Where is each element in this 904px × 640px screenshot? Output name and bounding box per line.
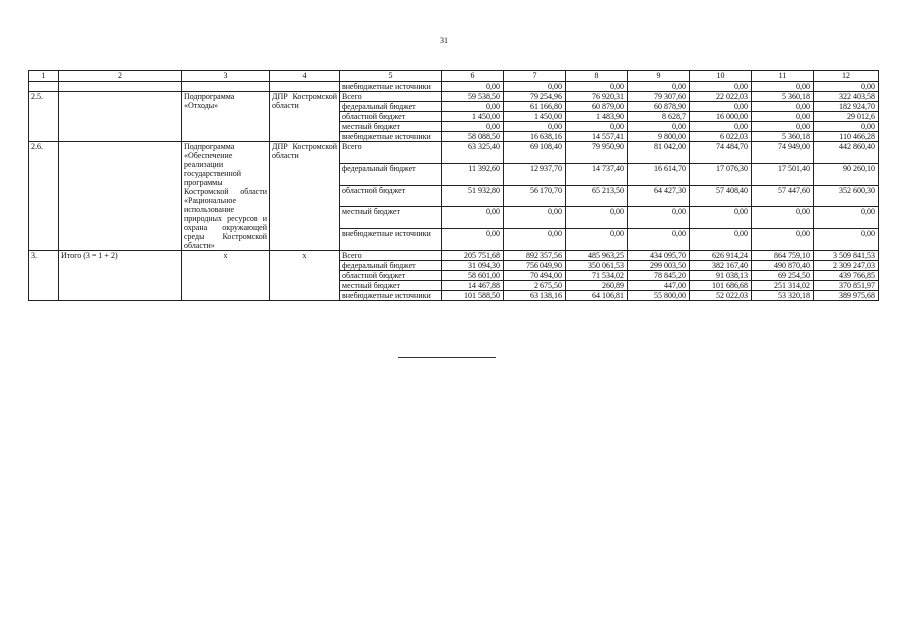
value-cell: 0,00	[628, 207, 690, 229]
value-cell: 442 860,40	[814, 142, 879, 164]
value-cell: 1 450,00	[442, 112, 504, 122]
value-cell: 69 108,40	[504, 142, 566, 164]
value-cell: 0,00	[690, 102, 752, 112]
value-cell: 55 800,00	[628, 291, 690, 301]
value-cell: 79 307,60	[628, 92, 690, 102]
value-cell: 31 094,30	[442, 261, 504, 271]
table-row	[29, 82, 879, 92]
row-number-cell: 2.5.	[29, 92, 59, 142]
funding-source-cell: Всего	[340, 92, 442, 102]
value-cell: 110 466,28	[814, 132, 879, 142]
value-cell: 182 924,70	[814, 102, 879, 112]
subprogram-name-cell: х	[182, 251, 270, 301]
column-header-9: 9	[628, 71, 690, 82]
row-title-cell: Итого (3 = 1 + 2)	[59, 251, 182, 301]
funding-source-cell: Всего	[340, 142, 442, 164]
value-cell: 51 932,80	[442, 185, 504, 207]
column-header-8: 8	[566, 71, 628, 82]
value-cell: 63 138,16	[504, 291, 566, 301]
value-cell: 76 920,31	[566, 92, 628, 102]
value-cell: 60 878,90	[628, 102, 690, 112]
value-cell: 626 914,24	[690, 251, 752, 261]
value-cell: 57 447,60	[752, 185, 814, 207]
funding-source-cell: местный бюджет	[340, 122, 442, 132]
funding-source-cell: внебюджетные источники	[340, 229, 442, 251]
value-cell: 5 360,18	[752, 132, 814, 142]
value-cell: 65 213,50	[566, 185, 628, 207]
value-cell: 3 509 841,53	[814, 251, 879, 261]
value-cell: 0,00	[442, 229, 504, 251]
value-cell: 0,00	[442, 122, 504, 132]
funding-source-cell: Всего	[340, 251, 442, 261]
value-cell: 756 049,90	[504, 261, 566, 271]
value-cell: 864 759,10	[752, 251, 814, 261]
value-cell: 0,00	[752, 122, 814, 132]
column-header-7: 7	[504, 71, 566, 82]
value-cell: 0,00	[442, 207, 504, 229]
value-cell: 0,00	[752, 229, 814, 251]
column-header-4: 4	[270, 71, 340, 82]
value-cell: 12 937,70	[504, 163, 566, 185]
value-cell: 69 254,50	[752, 271, 814, 281]
value-cell: 63 325,40	[442, 142, 504, 164]
value-cell: 17 501,40	[752, 163, 814, 185]
value-cell: 59 538,50	[442, 92, 504, 102]
table-row	[29, 92, 879, 102]
row-number-cell: 2.6.	[29, 142, 59, 251]
executor-cell: ДПР Костромской области	[270, 142, 340, 251]
row-number-cell: 3.	[29, 251, 59, 301]
funding-source-cell: федеральный бюджет	[340, 102, 442, 112]
column-header-3: 3	[182, 71, 270, 82]
value-cell: 0,00	[752, 207, 814, 229]
value-cell: 1 483,90	[566, 112, 628, 122]
column-header-12: 12	[814, 71, 879, 82]
value-cell: 57 408,40	[690, 185, 752, 207]
value-cell: 61 166,80	[504, 102, 566, 112]
value-cell: 17 076,30	[690, 163, 752, 185]
executor-cell: ДПР Костромской области	[270, 92, 340, 142]
funding-source-cell: внебюджетные источники	[340, 82, 442, 92]
value-cell: 350 061,53	[566, 261, 628, 271]
value-cell: 0,00	[814, 82, 879, 92]
value-cell: 205 751,68	[442, 251, 504, 261]
column-header-6: 6	[442, 71, 504, 82]
value-cell: 91 038,13	[690, 271, 752, 281]
value-cell: 0,00	[690, 122, 752, 132]
value-cell: 101 686,68	[690, 281, 752, 291]
empty-cell	[29, 82, 59, 92]
value-cell: 11 392,60	[442, 163, 504, 185]
funding-source-cell: федеральный бюджет	[340, 163, 442, 185]
value-cell: 64 427,30	[628, 185, 690, 207]
table-body	[29, 71, 879, 301]
value-cell: 58 088,50	[442, 132, 504, 142]
column-header-1: 1	[29, 71, 59, 82]
value-cell: 0,00	[504, 229, 566, 251]
value-cell: 58 601,00	[442, 271, 504, 281]
value-cell: 101 588,50	[442, 291, 504, 301]
empty-cell	[182, 82, 270, 92]
value-cell: 0,00	[504, 82, 566, 92]
value-cell: 29 012,6	[814, 112, 879, 122]
value-cell: 0,00	[442, 82, 504, 92]
funding-source-cell: областной бюджет	[340, 271, 442, 281]
value-cell: 382 167,40	[690, 261, 752, 271]
column-header-5: 5	[340, 71, 442, 82]
value-cell: 352 600,30	[814, 185, 879, 207]
value-cell: 1 450,00	[504, 112, 566, 122]
table-row	[29, 142, 879, 164]
row-title-cell	[59, 142, 182, 251]
value-cell: 14 737,40	[566, 163, 628, 185]
value-cell: 0,00	[628, 229, 690, 251]
value-cell: 439 766,85	[814, 271, 879, 281]
page-number: 31	[440, 36, 448, 45]
value-cell: 485 963,25	[566, 251, 628, 261]
value-cell: 0,00	[814, 122, 879, 132]
value-cell: 9 800,00	[628, 132, 690, 142]
value-cell: 434 095,70	[628, 251, 690, 261]
funding-source-cell: областной бюджет	[340, 112, 442, 122]
column-header-10: 10	[690, 71, 752, 82]
value-cell: 322 403,58	[814, 92, 879, 102]
funding-source-cell: внебюджетные источники	[340, 132, 442, 142]
value-cell: 52 022,03	[690, 291, 752, 301]
value-cell: 53 320,18	[752, 291, 814, 301]
value-cell: 0,00	[566, 122, 628, 132]
budget-table	[28, 70, 879, 301]
value-cell: 0,00	[814, 207, 879, 229]
value-cell: 79 950,90	[566, 142, 628, 164]
value-cell: 0,00	[504, 207, 566, 229]
value-cell: 0,00	[566, 229, 628, 251]
subprogram-name-cell: Подпрограмма «Отходы»	[182, 92, 270, 142]
value-cell: 56 170,70	[504, 185, 566, 207]
funding-source-cell: внебюджетные источники	[340, 291, 442, 301]
executor-cell: х	[270, 251, 340, 301]
empty-cell	[59, 82, 182, 92]
value-cell: 447,00	[628, 281, 690, 291]
value-cell: 0,00	[752, 112, 814, 122]
value-cell: 892 357,56	[504, 251, 566, 261]
value-cell: 74 484,70	[690, 142, 752, 164]
value-cell: 14 467,88	[442, 281, 504, 291]
value-cell: 251 314,02	[752, 281, 814, 291]
value-cell: 8 628,7	[628, 112, 690, 122]
value-cell: 0,00	[690, 229, 752, 251]
column-header-11: 11	[752, 71, 814, 82]
value-cell: 370 851,97	[814, 281, 879, 291]
value-cell: 6 022,03	[690, 132, 752, 142]
value-cell: 490 870,40	[752, 261, 814, 271]
signature-line	[398, 357, 496, 358]
empty-cell	[270, 82, 340, 92]
value-cell: 0,00	[442, 102, 504, 112]
value-cell: 16 638,16	[504, 132, 566, 142]
value-cell: 22 022,03	[690, 92, 752, 102]
header-row	[29, 71, 879, 82]
value-cell: 0,00	[566, 207, 628, 229]
value-cell: 0,00	[752, 82, 814, 92]
value-cell: 0,00	[504, 122, 566, 132]
table-row	[29, 251, 879, 261]
value-cell: 79 254,96	[504, 92, 566, 102]
value-cell: 260,89	[566, 281, 628, 291]
funding-source-cell: федеральный бюджет	[340, 261, 442, 271]
value-cell: 90 260,10	[814, 163, 879, 185]
row-title-cell	[59, 92, 182, 142]
funding-source-cell: местный бюджет	[340, 207, 442, 229]
value-cell: 0,00	[752, 102, 814, 112]
value-cell: 78 845,20	[628, 271, 690, 281]
value-cell: 81 042,00	[628, 142, 690, 164]
value-cell: 16 000,00	[690, 112, 752, 122]
value-cell: 0,00	[690, 82, 752, 92]
value-cell: 74 949,00	[752, 142, 814, 164]
value-cell: 71 534,02	[566, 271, 628, 281]
value-cell: 5 360,18	[752, 92, 814, 102]
value-cell: 60 879,00	[566, 102, 628, 112]
subprogram-name-cell: Подпрограмма «Обеспечение реализации государственной программы Костромской области «Рациональное использование природных ресурсов и охрана окружающей среды Костромской области»	[182, 142, 270, 251]
value-cell: 0,00	[628, 122, 690, 132]
value-cell: 0,00	[690, 207, 752, 229]
value-cell: 299 003,50	[628, 261, 690, 271]
value-cell: 2 309 247,03	[814, 261, 879, 271]
value-cell: 0,00	[814, 229, 879, 251]
column-header-2: 2	[59, 71, 182, 82]
funding-source-cell: областной бюджет	[340, 185, 442, 207]
value-cell: 16 614,70	[628, 163, 690, 185]
value-cell: 389 975,68	[814, 291, 879, 301]
value-cell: 70 494,00	[504, 271, 566, 281]
value-cell: 14 557,41	[566, 132, 628, 142]
value-cell: 2 675,50	[504, 281, 566, 291]
value-cell: 64 106,81	[566, 291, 628, 301]
value-cell: 0,00	[628, 82, 690, 92]
value-cell: 0,00	[566, 82, 628, 92]
funding-source-cell: местный бюджет	[340, 281, 442, 291]
